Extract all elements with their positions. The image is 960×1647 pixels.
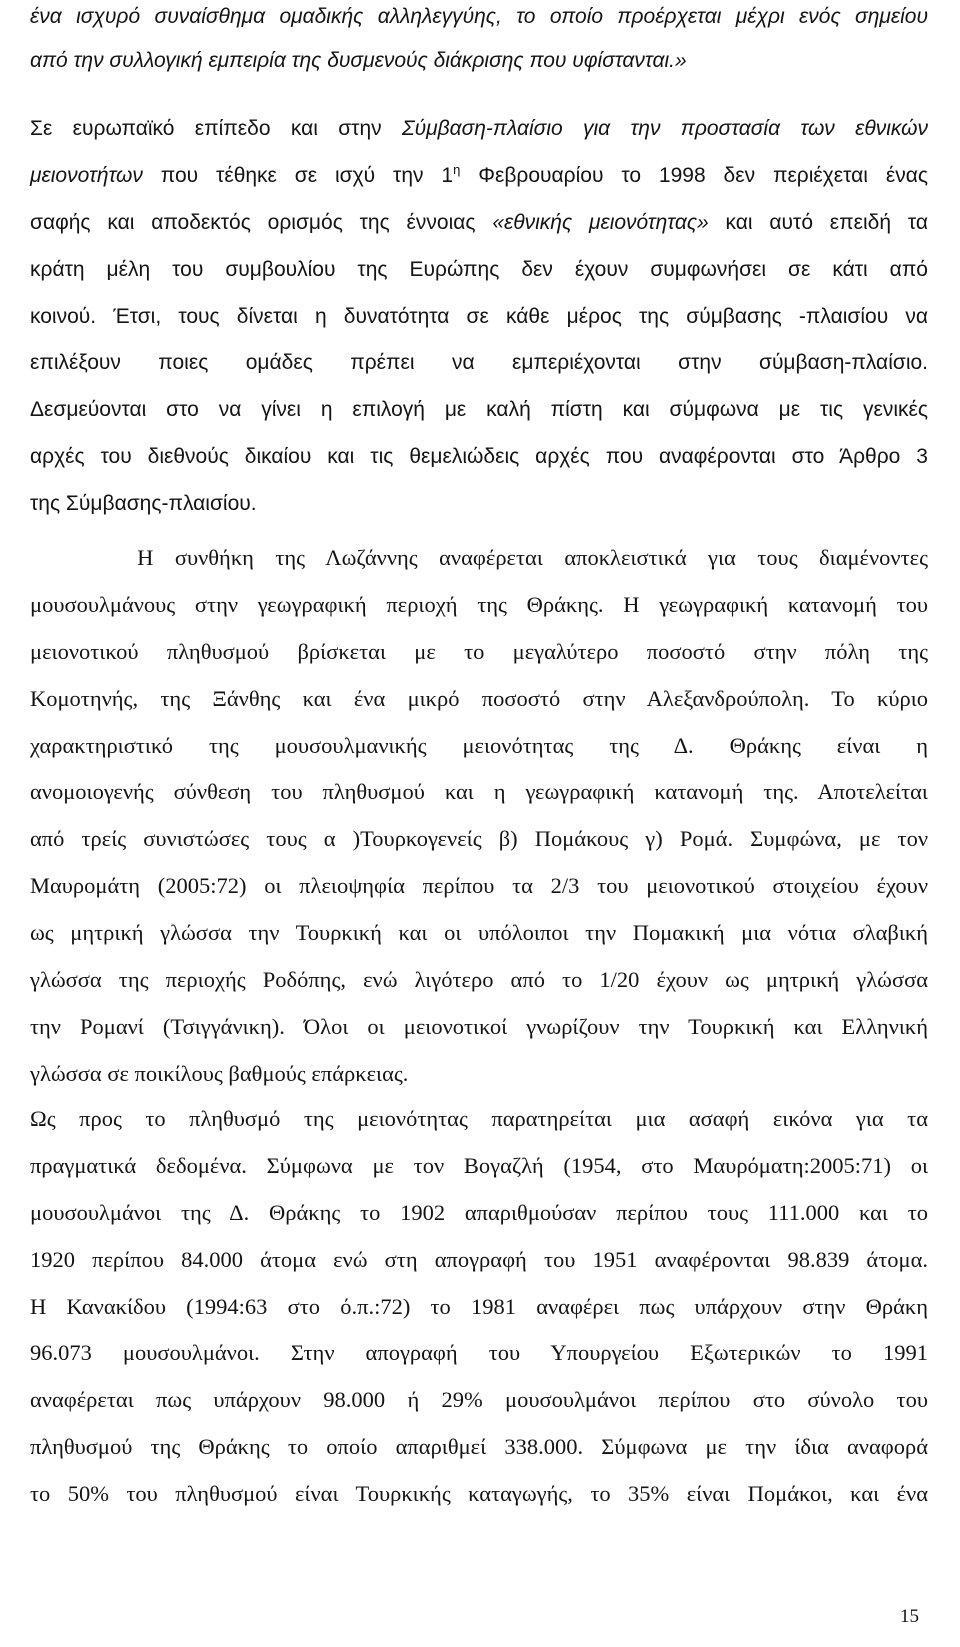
text-run: και αυτό επειδή τα — [708, 210, 929, 234]
text-line: αναφέρεται πως υπάρχουν 98.000 ή 29% μουσουλμάνοι περίπου στο σύνολο του — [30, 1387, 928, 1413]
text-line: από τρείς συνιστώσες τους α )Τουρκογενείς β) Πομάκους γ) Ρομά. Συμφώνα, με τον — [30, 826, 928, 852]
text-line: 96.073 μουσουλμάνοι. Στην απογραφή του Υπουργείου Εξωτερικών το 1991 — [30, 1340, 928, 1366]
convention-title: Σύμβαση-πλαίσιο για την προστασία των εθνικών — [401, 117, 928, 140]
text-line — [30, 106, 928, 153]
convention-title-end: μειονοτήτων — [30, 163, 143, 187]
text-line — [30, 153, 928, 200]
paragraph-population — [30, 1096, 928, 1518]
text-line: κοινού. Έτσι, τους δίνεται η δυνατότητα σε κάθε μέρος της σύμβασης -πλαισίου να — [30, 304, 928, 328]
text-line: Μαυρομάτη (2005:72) οι πλειοψηφία περίπου τα 2/3 του μειονοτικού στοιχείου έχουν — [30, 873, 928, 899]
intro-quote — [30, 0, 928, 85]
text-line: ως μητρική γλώσσα την Τουρκική και οι υπόλοιποι την Πομακική μια νότια σλαβική — [30, 920, 928, 946]
text-line: 1920 περίπου 84.000 άτομα ενώ στη απογραφή του 1951 αναφέρονται 98.839 άτομα. — [30, 1246, 928, 1272]
text-line: γλώσσα σε ποικίλους βαθμούς επάρκειας. — [30, 1060, 409, 1086]
text-run: που τέθηκε σε ισχύ την 1 — [142, 163, 454, 187]
text-line: χαρακτηριστικό της μουσουλμανικής μειονότητας της Δ. Θράκης είναι η — [30, 732, 928, 758]
text-run: σαφής και αποδεκτός ορισμός της έννοιας — [30, 210, 493, 234]
text-line: αρχές του διεθνούς δικαίου και τις θεμελιώδεις αρχές που αναφέρονται στο Άρθρο 3 — [30, 445, 928, 469]
text-run: Σε ευρωπαϊκό επίπεδο και στην — [30, 117, 402, 140]
text-line: μουσουλμάνοι της Δ. Θράκης το 1902 απαριθμούσαν περίπου τους 111.000 και το — [30, 1199, 928, 1225]
text-line — [30, 200, 928, 247]
text-line: γλώσσα της περιοχής Ροδόπης, ενώ λιγότερο από το 1/20 έχουν ως μητρική γλώσσα — [30, 967, 928, 993]
text-line: πληθυσμού της Θράκης το οποίο απαριθμεί 338.000. Σύμφωνα με την ίδια αναφορά — [30, 1434, 928, 1460]
text-run: Φεβρουαρίου το 1998 δεν περιέχεται ένας — [460, 163, 928, 187]
text-line: ανομοιογενής σύνθεση του πληθυσμού και η γεωγραφική κατανομή της. Αποτελείται — [30, 779, 928, 805]
text-line: κράτη μέλη του συμβουλίου της Ευρώπης δεν έχουν συμφωνήσει σε κάτι από — [30, 257, 928, 281]
text-line: της Σύμβασης-πλαισίου. — [30, 492, 257, 516]
text-line: ένα ισχυρό συναίσθημα ομαδικής αλληλεγγύης, το οποίο προέρχεται μέχρι ενός σημείου — [30, 5, 928, 28]
term-national-minority: «εθνικής μειονότητας» — [492, 210, 709, 234]
paragraph-lausanne-treaty — [30, 535, 928, 1098]
text-line: Η Κανακίδου (1994:63 στο ό.π.:72) το 1981 αναφέρει πως υπάρχουν στην Θράκη — [30, 1293, 928, 1319]
text-line: Δεσμεύονται στο να γίνει η επιλογή με καλή πίστη και σύμφωνα με τις γενικές — [30, 398, 928, 422]
text-line: την Ρομανί (Τσιγγάνικη). Όλοι οι μειονοτικοί γνωρίζουν την Τουρκική και Ελληνική — [30, 1013, 928, 1039]
text-line: επιλέξουν ποιες ομάδες πρέπει να εμπεριέχονται στην σύμβαση-πλαίσιο. — [30, 351, 928, 375]
text-line: Η συνθήκη της Λωζάννης αναφέρεται αποκλειστικά για τους διαμένοντες — [30, 545, 928, 570]
page-number: 15 — [900, 1606, 919, 1627]
text-line: από την συλλογική εμπειρία της δυσμενούς διάκρισης που υφίστανται.» — [30, 48, 687, 72]
text-line: Κομοτηνής, της Ξάνθης και ένα μικρό ποσοστό στην Αλεξανδρούπολη. Το κύριο — [30, 685, 928, 711]
text-line: πραγματικά δεδομένα. Σύμφωνα με τον Βογαζλή (1954, στο Μαυρόματη:2005:71) οι — [30, 1152, 928, 1178]
text-line: το 50% του πληθυσμού είναι Τουρκικής καταγωγής, το 35% είναι Πομάκοι, και ένα — [30, 1481, 928, 1507]
text-line: μουσουλμάνους στην γεωγραφική περιοχή της Θράκης. Η γεωγραφική κατανομή του — [30, 591, 928, 617]
ordinal-superscript: η — [453, 161, 461, 177]
paragraph-framework-convention — [30, 106, 928, 528]
text-line: μειονοτικού πληθυσμού βρίσκεται με το μεγαλύτερο ποσοστό στην πόλη της — [30, 638, 928, 664]
text-line: Ως προς το πληθυσμό της μειονότητας παρατηρείται μια ασαφή εικόνα για τα — [30, 1106, 928, 1131]
